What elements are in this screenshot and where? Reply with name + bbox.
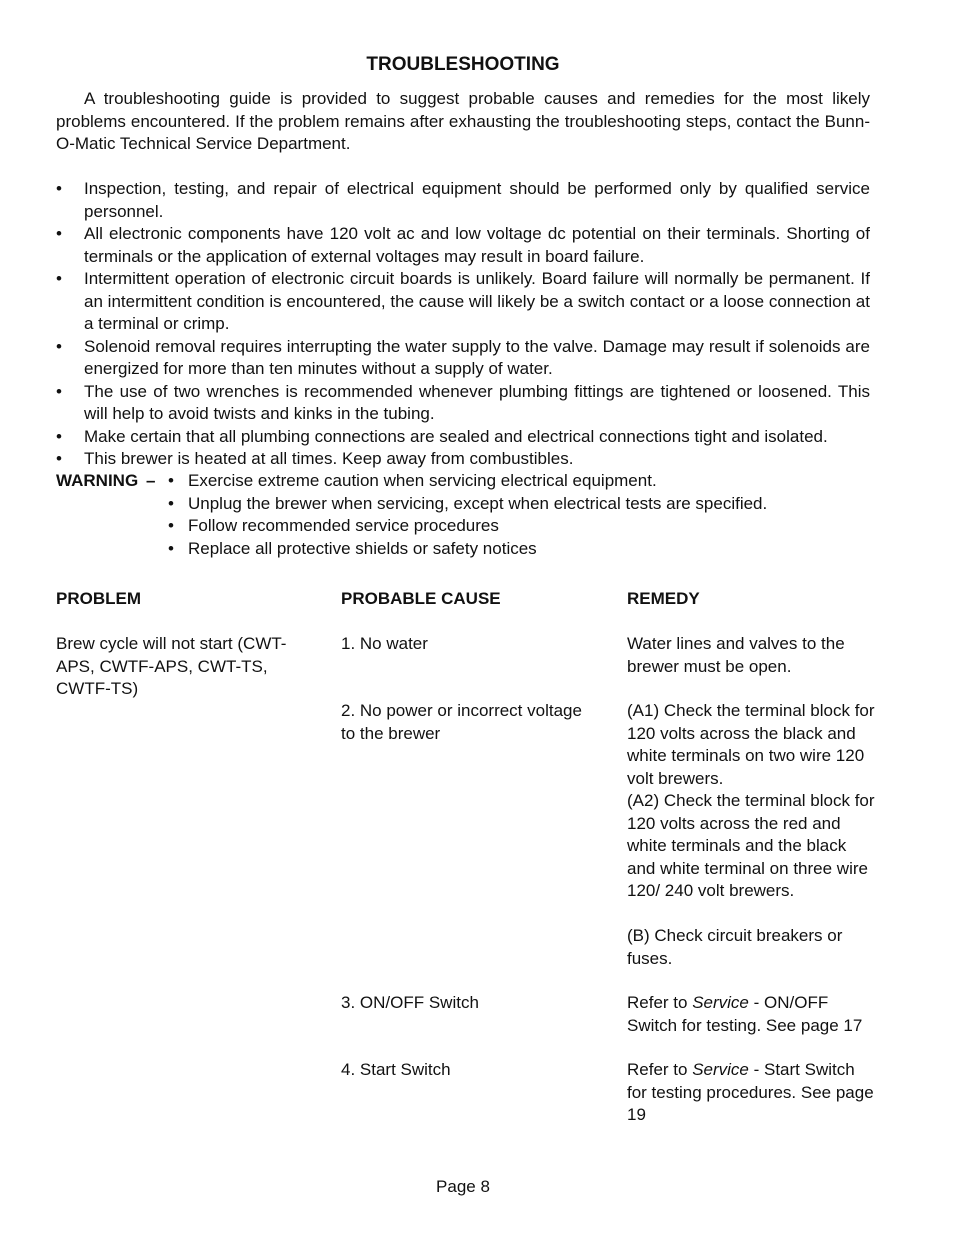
service-ref: Service <box>692 1060 749 1079</box>
problem-cell: Brew cycle will not start (CWT-APS, CWTF-APS, CWT-TS, CWTF-TS) <box>56 634 287 698</box>
column-header-cause: PROBABLE CAUSE <box>341 589 501 608</box>
service-ref: Service <box>692 993 749 1012</box>
warning-dash: – <box>146 471 156 490</box>
bullet-icon: • <box>56 269 62 288</box>
bullet-icon: • <box>168 538 174 558</box>
list-item: • Unplug the brewer when servicing, except when electrical tests are specified. <box>168 493 868 516</box>
bullet-icon: • <box>56 179 62 198</box>
list-item: • This brewer is heated at all times. Keep away from combustibles. <box>56 448 870 471</box>
column-header-remedy: REMEDY <box>627 589 700 608</box>
list-item: • Solenoid removal requires interrupting the water supply to the valve. Damage may result if solenoids are energized for more than ten minutes without a supply of water. <box>56 336 870 378</box>
remedy-cell: Refer to Service - Start Switch for testing procedures. See page 19 <box>627 1060 874 1124</box>
column-header-problem: PROBLEM <box>56 589 141 608</box>
page-title: TROUBLESHOOTING <box>366 54 560 75</box>
bullet-icon: • <box>56 449 62 468</box>
cause-cell: 2. No power or incorrect voltage to the brewer <box>341 701 582 743</box>
list-item: • The use of two wrenches is recommended whenever plumbing fittings are tightened or loosened. This will help to avoid twists and kinks in the tubing. <box>56 381 870 423</box>
list-item: • Make certain that all plumbing connections are sealed and electrical connections tight and isolated. <box>56 426 870 449</box>
warning-list <box>168 470 868 560</box>
bullet-icon: • <box>168 493 174 513</box>
page-number: Page 8 <box>436 1177 490 1196</box>
remedy-cell: Refer to Service - ON/OFF Switch for testing. See page 17 <box>627 993 863 1035</box>
list-item: • Inspection, testing, and repair of electrical equipment should be performed only by qualified service personnel. <box>56 179 870 221</box>
precautions-list <box>56 178 870 471</box>
list-item: • Follow recommended service procedures <box>168 515 868 538</box>
remedy-b: (B) Check circuit breakers or fuses. <box>627 926 843 968</box>
remedy-a2: (A2) Check the terminal block for 120 volts across the red and white terminals and the black and white terminal on three wire 120/ 240 volt brewers. <box>627 791 875 900</box>
bullet-icon: • <box>168 516 174 535</box>
bullet-icon: • <box>168 471 174 490</box>
remedy-cell <box>627 700 877 970</box>
bullet-icon: • <box>56 336 62 356</box>
list-item: • All electronic components have 120 volt ac and low voltage dc potential on their terminals. Shorting of terminals or the application of external voltages may result in board failure. <box>56 224 870 266</box>
cause-cell: 4. Start Switch <box>341 1060 451 1079</box>
bullet-icon: • <box>56 224 62 243</box>
remedy-cell: Water lines and valves to the brewer must be open. <box>627 634 845 676</box>
cause-cell: 1. No water <box>341 634 428 653</box>
intro-paragraph: A troubleshooting guide is provided to suggest probable causes and remedies for the most likely problems encountered. If the problem remains after exhausting the troubleshooting steps, contact the Bunn-O-Matic Technical Service Department. <box>56 89 870 153</box>
warning-label: WARNING <box>56 471 139 490</box>
list-item: • Exercise extreme caution when servicing electrical equipment. <box>168 470 868 493</box>
bullet-icon: • <box>56 381 62 401</box>
remedy-a1: (A1) Check the terminal block for 120 volts across the black and white terminals on two wire 120 volt brewers. <box>627 701 875 788</box>
list-item: • Replace all protective shields or safety notices <box>168 538 868 561</box>
bullet-icon: • <box>56 426 62 446</box>
cause-cell: 3. ON/OFF Switch <box>341 993 479 1012</box>
list-item: • Intermittent operation of electronic circuit boards is unlikely. Board failure will normally be permanent. If an intermittent condition is encountered, the cause will likely be a switch contact or a loose connection at a terminal or crimp. <box>56 269 870 333</box>
